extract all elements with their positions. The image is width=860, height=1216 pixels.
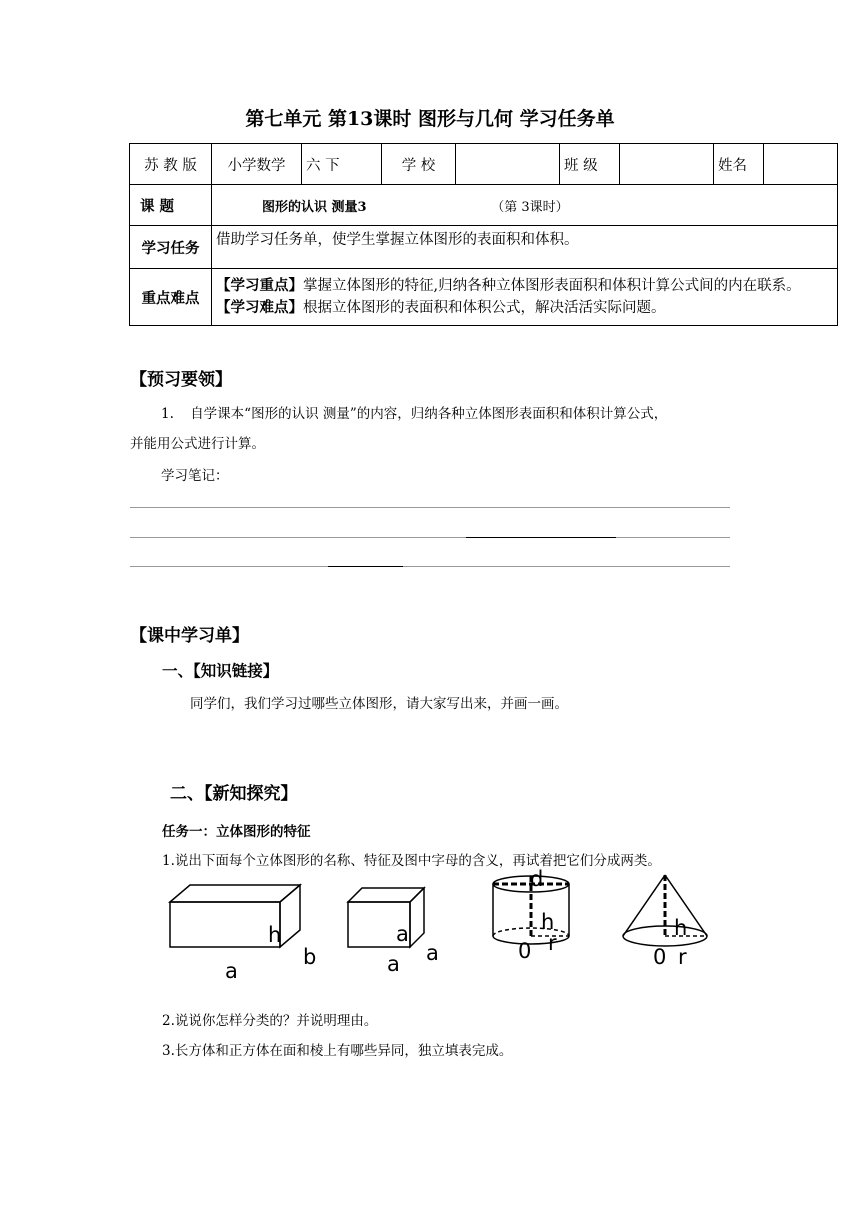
info-table xyxy=(129,143,838,326)
class-label: 班 级 xyxy=(560,144,620,185)
cone-label-r: r xyxy=(678,945,687,969)
page-title: 第七单元 第13课时 图形与几何 学习任务单 xyxy=(245,108,615,130)
grade-cell: 六 下 xyxy=(302,144,382,185)
question-1: 1.说出下面每个立体图形的名称、特征及图中字母的含义，再试着把它们分成两类。 xyxy=(162,853,661,869)
topic-value: 图形的认识 测量3 xyxy=(262,199,367,215)
key-point-text: 掌握立体图形的特征,归纳各种立体图形表面积和体积计算公式间的内在联系。 xyxy=(303,278,801,294)
cone-figure xyxy=(618,870,718,970)
difficult-line xyxy=(216,297,833,319)
task-1-heading: 任务一：立体图形的特征 xyxy=(162,824,311,840)
cone-label-h: h xyxy=(674,916,688,940)
cylinder-label-d: d xyxy=(530,867,544,891)
subject-cell: 小学数学 xyxy=(212,144,302,185)
cube-label-a-2: a xyxy=(426,941,439,965)
name-label: 姓名 xyxy=(714,144,764,185)
cube-label-a-3: a xyxy=(387,952,400,976)
cuboid-front-face xyxy=(170,902,280,947)
cuboid-side-face xyxy=(280,885,300,947)
notes-line-2[interactable] xyxy=(130,537,730,538)
notes-line-2-mark xyxy=(466,537,616,538)
cube-figure xyxy=(340,880,455,980)
difficult-tag: 【学习难点】 xyxy=(216,299,303,316)
school-label: 学 校 xyxy=(382,144,456,185)
cube-side-face xyxy=(410,888,424,947)
notes-line-3-mark xyxy=(328,566,403,567)
cuboid-figure xyxy=(160,880,325,980)
preview-item-1-line-1: 自学课本“图形的认识 测量”的内容，归纳各种立体图形表面积和体积计算公式， xyxy=(190,406,668,422)
key-cell xyxy=(212,269,838,326)
key-label: 重点难点 xyxy=(130,269,212,326)
cuboid-label-h: h xyxy=(268,923,282,947)
question-3: 3.长方体和正方体在面和棱上有哪些异同，独立填表完成。 xyxy=(162,1043,513,1059)
new-knowledge-heading: 二、【新知探究】 xyxy=(170,784,298,804)
task-label: 学习任务 xyxy=(130,226,212,269)
knowledge-link-heading: 一、【知识链接】 xyxy=(162,661,279,680)
publisher-cell: 苏 教 版 xyxy=(130,144,212,185)
cuboid-label-b: b xyxy=(303,945,317,969)
preview-item-1-number: 1. xyxy=(161,406,174,422)
cone-label-o: 0 xyxy=(653,945,667,969)
class-field[interactable] xyxy=(620,144,714,185)
class-sheet-heading: 【课中学习单】 xyxy=(130,626,249,646)
task-value: 借助学习任务单，使学生掌握立体图形的表面积和体积。 xyxy=(212,226,838,269)
preview-heading: 【预习要领】 xyxy=(130,370,232,390)
school-field[interactable] xyxy=(456,144,560,185)
key-point-line xyxy=(216,275,833,297)
lesson-number: （第 3课时） xyxy=(491,199,569,215)
cylinder-label-h: h xyxy=(541,910,555,934)
topic-label: 课 题 xyxy=(130,185,212,226)
topic-cell xyxy=(212,185,838,226)
question-2: 2.说说你怎样分类的？并说明理由。 xyxy=(162,1013,378,1029)
cuboid-top-face xyxy=(170,885,300,902)
cylinder-label-r: r xyxy=(548,931,557,955)
difficult-text: 根据立体图形的表面积和体积公式，解决活活实际问题。 xyxy=(303,300,666,316)
notes-label: 学习笔记： xyxy=(161,468,229,484)
notes-line-3[interactable] xyxy=(130,566,730,567)
cube-label-a-1: a xyxy=(396,922,409,946)
cylinder-figure xyxy=(486,864,586,964)
preview-item-1 xyxy=(161,402,667,422)
cylinder-label-o: 0 xyxy=(518,939,532,963)
notes-line-1[interactable] xyxy=(130,507,730,508)
knowledge-link-text: 同学们，我们学习过哪些立体图形，请大家写出来，并画一画。 xyxy=(190,696,568,712)
preview-item-1-line-2: 并能用公式进行计算。 xyxy=(130,436,265,452)
key-point-tag: 【学习重点】 xyxy=(216,277,303,294)
name-field[interactable] xyxy=(764,144,838,185)
cuboid-label-a: a xyxy=(225,959,238,980)
